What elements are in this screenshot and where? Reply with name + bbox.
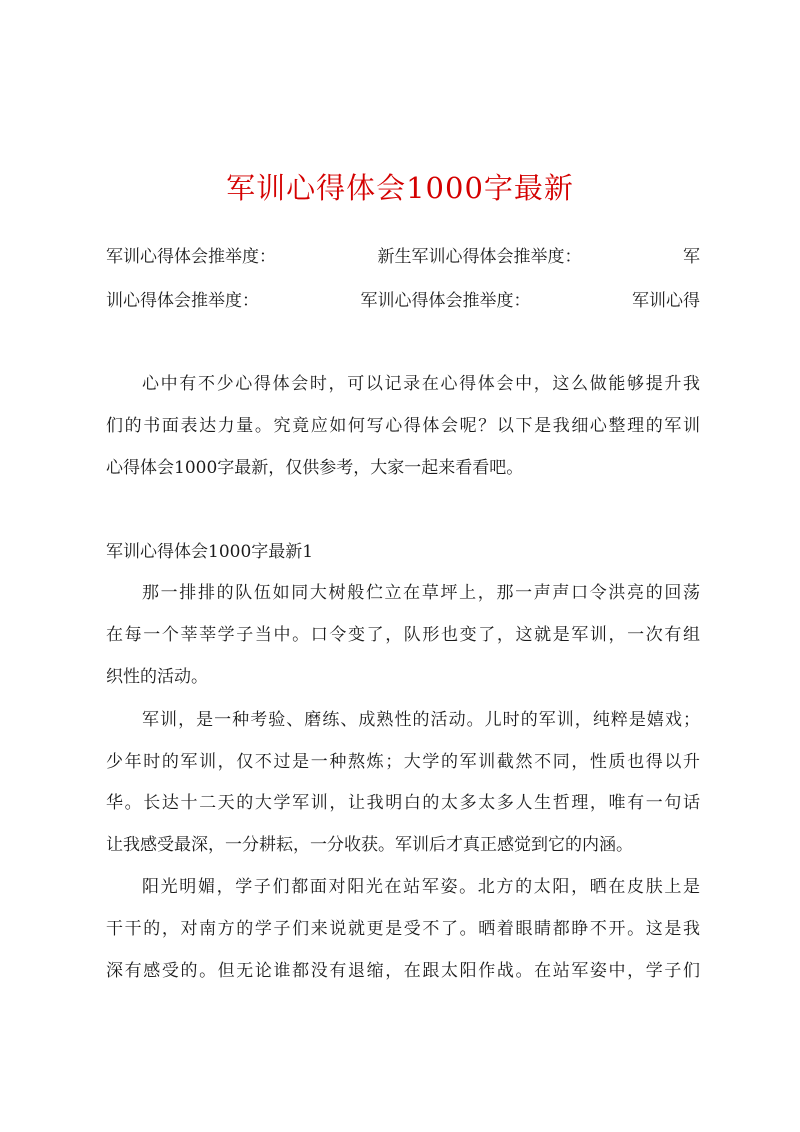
paragraph-line: 那一排排的队伍如同大树般伫立在草坪上，那一声声口令洪亮的回荡 — [142, 583, 700, 603]
recommend-link[interactable]: 军 — [683, 247, 700, 267]
intro-line: 们的书面表达力量。究竟应如何写心得体会呢？以下是我细心整理的军训 — [106, 416, 700, 436]
recommend-link[interactable]: 新生军训心得体会推举度： — [377, 247, 582, 267]
paragraph-line: 干干的，对南方的学子们来说就更是受不了。晒着眼睛都睁不开。这是我 — [106, 919, 700, 939]
recommend-row-2 — [106, 289, 700, 313]
recommend-link[interactable]: 军训心得 — [632, 291, 700, 311]
paragraph-line: 阳光明媚，学子们都面对阳光在站军姿。北方的太阳，晒在皮肤上是 — [142, 877, 700, 897]
recommend-link[interactable]: 训心得体会推举度： — [106, 291, 259, 311]
recommend-link[interactable]: 军训心得体会推举度： — [106, 247, 276, 267]
recommend-link[interactable]: 军训心得体会推举度： — [360, 291, 531, 311]
paragraph-line: 织性的活动。 — [106, 667, 208, 687]
paragraph-line: 华。长达十二天的大学军训，让我明白的太多太多人生哲理，唯有一句话 — [106, 793, 700, 813]
paragraph-line: 少年时的军训，仅不过是一种熬炼；大学的军训截然不同，性质也得以升 — [106, 752, 700, 772]
paragraph-line: 让我感受最深，一分耕耘，一分收获。军训后才真正感觉到它的内涵。 — [106, 835, 633, 855]
paragraph-line: 在每一个莘莘学子当中。口令变了，队形也变了，这就是军训，一次有组 — [106, 625, 700, 645]
paragraph-line: 深有感受的。但无论谁都没有退缩，在跟太阳作战。在站军姿中，学子们 — [106, 961, 700, 981]
intro-line: 心中有不少心得体会时，可以记录在心得体会中，这么做能够提升我 — [142, 374, 700, 394]
page-title: 军训心得体会1000字最新 — [226, 171, 574, 205]
paragraph-line: 军训，是一种考验、磨练、成熟性的活动。儿时的军训，纯粹是嬉戏； — [142, 710, 700, 730]
section-heading: 军训心得体会1000字最新1 — [106, 542, 314, 562]
recommend-row-1 — [106, 245, 700, 269]
intro-line: 心得体会1000字最新，仅供参考，大家一起来看看吧。 — [106, 458, 524, 478]
